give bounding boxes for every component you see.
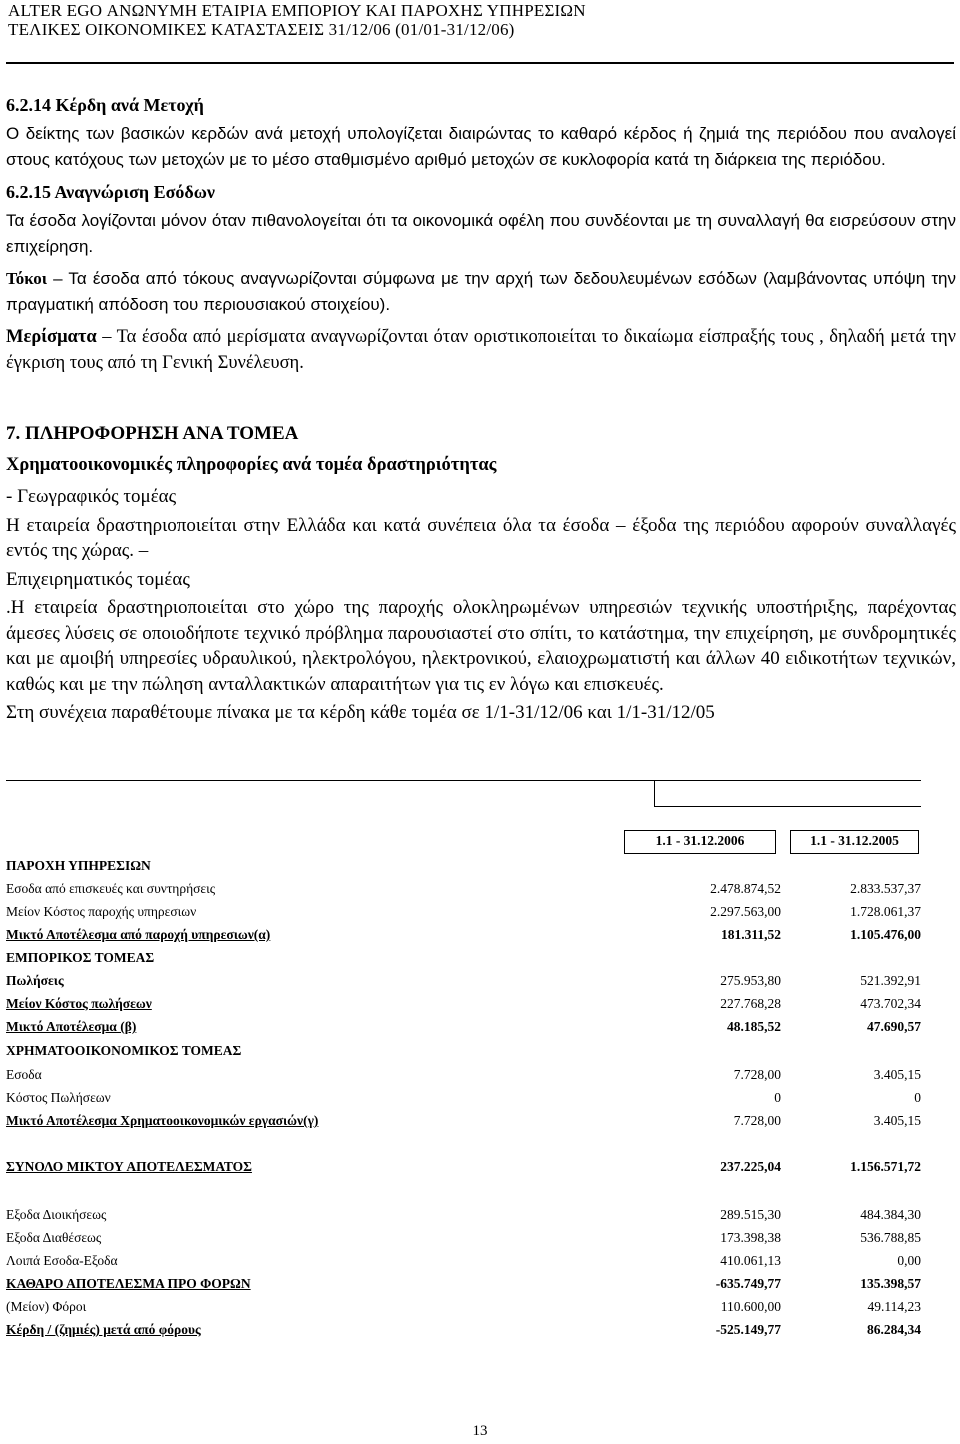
row-label: ΣΥΝΟΛΟ ΜΙΚΤΟΥ ΑΠΟΤΕΛΕΣΜΑΤΟΣ (6, 1159, 252, 1174)
section-614-title: 6.2.14 Κέρδη ανά Μετοχή (6, 95, 204, 115)
value-2005: 86.284,34 (867, 1322, 921, 1337)
table-intro: Στη συνέχεια παραθέτουμε πίνακα με τα κέρδη κάθε τομέα σε 1/1-31/12/06 και 1/1-31/12/05 (6, 702, 715, 723)
table-row (6, 901, 921, 923)
value-2006: -635.749,77 (715, 1276, 781, 1291)
row-label: Κόστος Πωλήσεων (6, 1090, 111, 1105)
value-2005: 484.384,30 (860, 1207, 921, 1222)
section-7-subtitle: Χρηματοοικονομικές πληροφορίες ανά τομέα δραστηριότητας (6, 454, 497, 475)
business-segment-label: Επιχειρηματικός τομέας (6, 568, 190, 590)
table-row (6, 1040, 921, 1062)
value-2006: 275.953,80 (720, 973, 781, 988)
section-614-text: Ο δείκτης των βασικών κερδών ανά μετοχή υπολογίζεται διαιρώντας το καθαρό κέρδος ή ζημιά της περιόδου που αναλογεί στους κατόχους των μετοχών με το μέσο σταθμισμένο αριθμό μετοχών σε κυκλοφορία κατά τη διάρκεια της περιόδου. (6, 124, 956, 169)
value-2006: 173.398,38 (720, 1230, 781, 1245)
page-number: 13 (472, 1423, 488, 1439)
value-2005: 1.156.571,72 (850, 1159, 921, 1174)
value-2006: 110.600,00 (720, 1299, 781, 1314)
dividends-label: Μερίσματα (6, 327, 97, 347)
row-label: Μείον Κόστος παροχής υπηρεσιων (6, 904, 197, 919)
document-header-company: ALTER EGO ΑΝΩΝΥΜΗ ΕΤΑΙΡΙΑ ΕΜΠΟΡΙΟΥ ΚΑΙ ΠΑΡΟΧΗΣ ΥΠΗΡΕΣΙΩΝ (8, 1, 586, 20)
accounting-policies-section (6, 92, 956, 382)
value-2005: 49.114,23 (867, 1299, 921, 1314)
table-row (6, 947, 921, 969)
row-label: Μικτό Αποτέλεσμα (β) (6, 1019, 137, 1034)
table-header-rule (654, 806, 921, 807)
table-row (6, 1296, 921, 1318)
section-615-title: 6.2.15 Αναγνώριση Εσόδων (6, 182, 215, 202)
table-top-rule (6, 780, 921, 781)
dividends-text: – Τα έσοδα από μερίσματα αναγνωρίζονται όταν οριστικοποιείται το δικαίωμα είσπραξής τους , δηλαδή μετά την έγκριση τους από τη Γενική Συνέλευση. (6, 327, 956, 373)
row-label: Μικτό Αποτέλεσμα Χρηματοοικονομικών εργασιών(γ) (6, 1113, 319, 1128)
geographic-segment-label: - Γεωγραφικός τομέας (6, 486, 177, 507)
dividends-paragraph (6, 324, 956, 376)
table-row (6, 1087, 921, 1109)
value-2005: 0,00 (897, 1253, 921, 1268)
row-label: (Μείον) Φόροι (6, 1299, 87, 1314)
value-2005: 135.398,57 (860, 1276, 921, 1291)
table-row (6, 1110, 921, 1132)
value-2005: 473.702,34 (860, 996, 921, 1011)
table-row (6, 1204, 921, 1226)
table-row (6, 878, 921, 900)
row-label: Μικτό Αποτέλεσμα από παροχή υπηρεσιων(α) (6, 927, 271, 942)
value-2006: 7.728,00 (733, 1067, 781, 1082)
value-2006: 7.728,00 (733, 1113, 781, 1128)
section-615-text: Τα έσοδα λογίζονται μόνον όταν πιθανολογείται ότι τα οικονομικά οφέλη που συνδέονται με τη συναλλαγή θα εισρεύσουν στην επιχείρηση. (6, 211, 956, 256)
table-row (6, 1250, 921, 1272)
table-row (6, 1064, 921, 1086)
row-label: Κέρδη / (ζημιές) μετά από φόρους (6, 1322, 201, 1337)
row-label: ΠΑΡΟΧΗ ΥΠΗΡΕΣΙΩΝ (6, 858, 151, 873)
row-label: Μείον Κόστος πωλήσεων (6, 996, 152, 1011)
value-2006: 181.311,52 (720, 927, 781, 942)
table-row (6, 993, 921, 1015)
header-divider (6, 62, 954, 64)
document-header-statements: ΤΕΛΙΚΕΣ ΟΙΚΟΝΟΜΙΚΕΣ ΚΑΤΑΣΤΑΣΕΙΣ 31/12/06 (01/01-31/12/06) (8, 20, 515, 39)
interest-label: Τόκοι (6, 269, 48, 288)
table-row (6, 1227, 921, 1249)
section-7-title: 7. ΠΛΗΡΟΦΟΡΗΣΗ ΑΝΑ ΤΟΜΕΑ (6, 423, 299, 444)
table-row (6, 1273, 921, 1295)
row-label: ΚΑΘΑΡΟ ΑΠΟΤΕΛΕΣΜΑ ΠΡΟ ΦΟΡΩΝ (6, 1276, 251, 1291)
value-2006: 289.515,30 (720, 1207, 781, 1222)
table-row (6, 924, 921, 946)
table-row (6, 1156, 921, 1178)
business-segment-text: .Η εταιρεία δραστηριοποιείται στο χώρο της παροχής ολοκληρωμένων υπηρεσιών τεχνικής υποστήριξης, παρέχοντας άμεσες λύσεις σε οποιοδήποτε τεχνικό πρόβλημα παρουσιαστεί στο σπίτι, το κατάστημα, την επιχείρηση, με συνδρομητικές και με αμοιβή υπηρεσίες υδραυλικού, ηλεκτρολόγου, ηλεκτρονικού, ελαιοχρωματιστή και άλλων 40 ειδικοτήτων τεχνικών, καθώς και με την πώληση ανταλλακτικών απαραιτήτων για τις εν λόγω και επισκευές. (6, 597, 956, 695)
value-2005: 1.728.061,37 (850, 904, 921, 919)
value-2005: 2.833.537,37 (850, 881, 921, 896)
value-2006: 2.297.563,00 (710, 904, 781, 919)
value-2006: 410.061,13 (720, 1253, 781, 1268)
value-2006: 48.185,52 (727, 1019, 781, 1034)
value-2006: 227.768,28 (720, 996, 781, 1011)
table-row (6, 855, 921, 877)
value-2005: 47.690,57 (867, 1019, 921, 1034)
row-label: Πωλήσεις (6, 973, 64, 988)
value-2005: 521.392,91 (860, 973, 921, 988)
column-header-2006: 1.1 - 31.12.2006 (624, 830, 776, 854)
column-header-2005: 1.1 - 31.12.2005 (790, 830, 919, 854)
geographic-segment-text: Η εταιρεία δραστηριοποιείται στην Ελλάδα και κατά συνέπεια όλα τα έσοδα – έξοδα της περιόδου αφορούν συναλλαγές εντός της χώρας. – (6, 514, 956, 561)
value-2005: 1.105.476,00 (850, 927, 921, 942)
row-label: Εξοδα Διοικήσεως (6, 1207, 107, 1222)
row-label: Λοιπά Εσοδα-Εξοδα (6, 1253, 118, 1268)
value-2006: 2.478.874,52 (710, 881, 781, 896)
row-label: Εξοδα Διαθέσεως (6, 1230, 102, 1245)
row-label: ΕΜΠΟΡΙΚΟΣ ΤΟΜΕΑΣ (6, 950, 155, 965)
interest-paragraph (6, 266, 956, 318)
row-label: Εσοδα (6, 1067, 42, 1082)
segment-information-section (6, 421, 956, 729)
value-2006: -525.149,77 (715, 1322, 781, 1337)
table-row (6, 1319, 921, 1341)
value-2006: 0 (774, 1090, 781, 1105)
row-label: Εσοδα από επισκευές και συντηρήσεις (6, 881, 216, 896)
value-2005: 3.405,15 (873, 1067, 921, 1082)
interest-text: – Τα έσοδα από τόκους αναγνωρίζονται σύμφωνα με την αρχή των δεδουλευμένων εσόδων (λαμβάνοντας υπόψη την πραγματική απόδοση του περιουσιακού στοιχείου). (6, 269, 956, 314)
value-2005: 3.405,15 (873, 1113, 921, 1128)
row-label: ΧΡΗΜΑΤΟΟΙΚΟΝΟΜΙΚΟΣ ΤΟΜΕΑΣ (6, 1043, 242, 1058)
value-2005: 536.788,85 (860, 1230, 921, 1245)
value-2006: 237.225,04 (720, 1159, 781, 1174)
table-row (6, 970, 921, 992)
value-2005: 0 (914, 1090, 921, 1105)
table-left-rule (654, 780, 655, 806)
table-row (6, 1016, 921, 1038)
